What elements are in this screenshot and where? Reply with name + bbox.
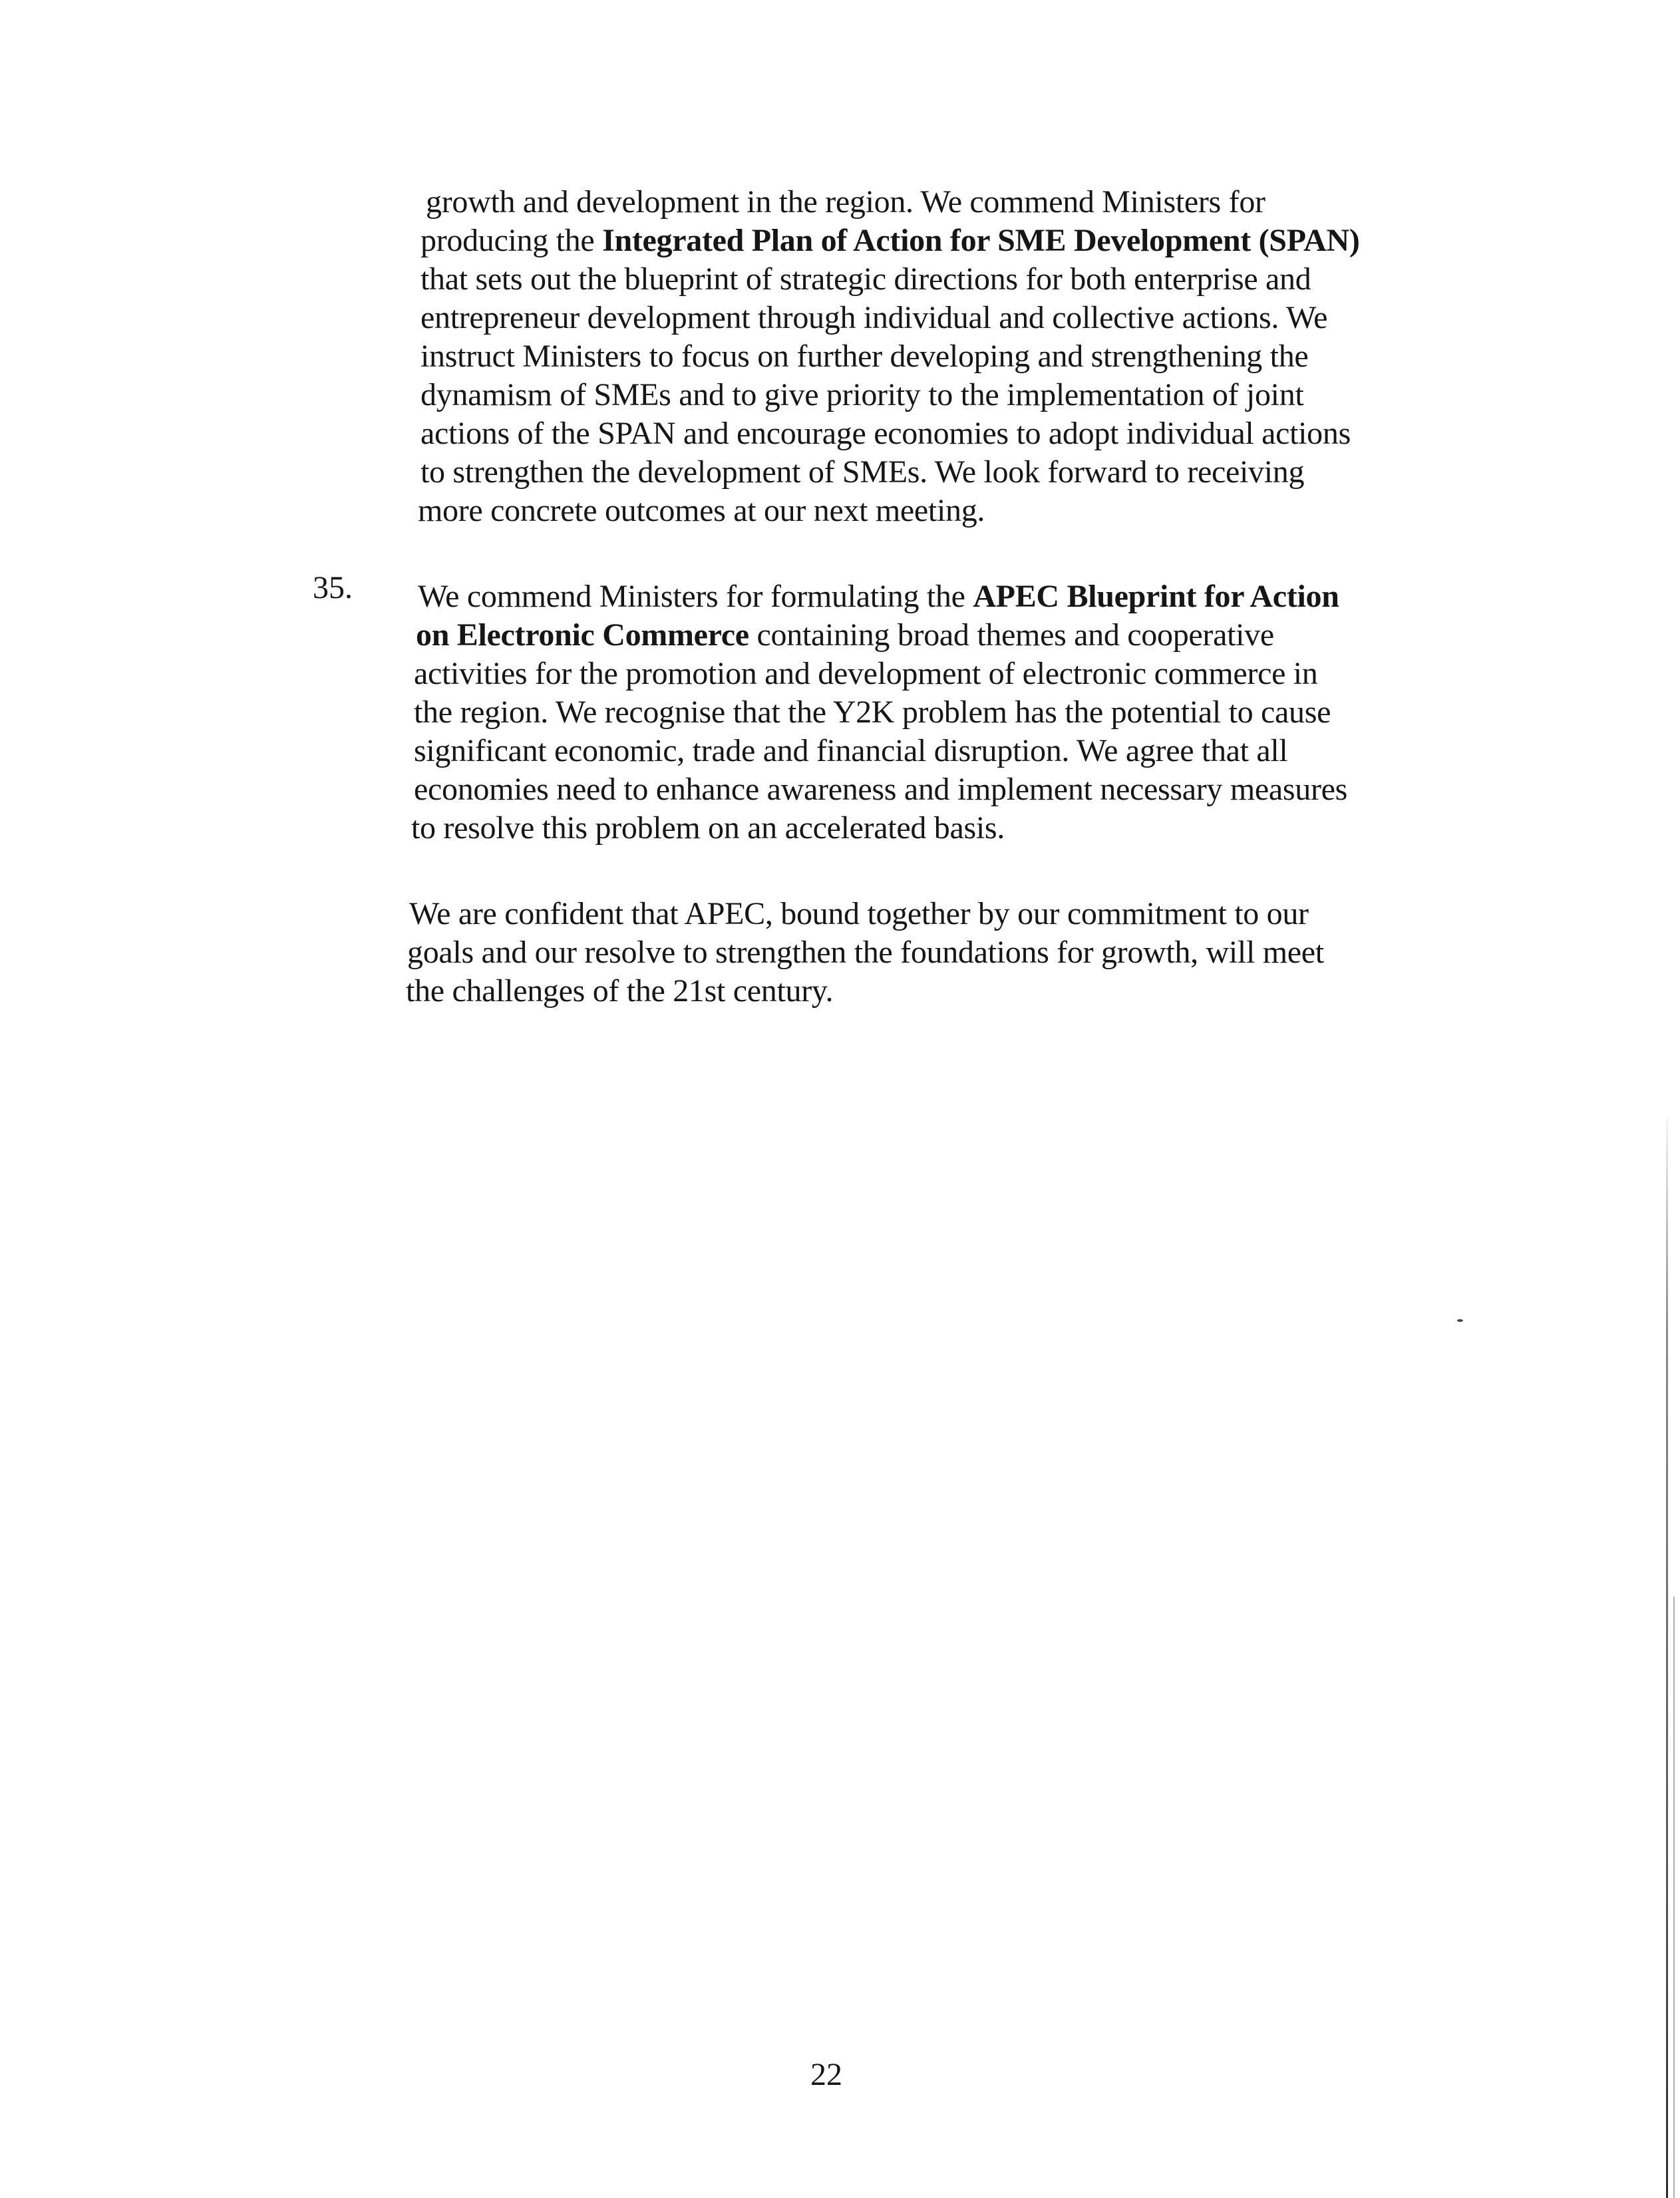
scan-edge-artifact: [1666, 1118, 1668, 2198]
text-line: [416, 616, 1274, 655]
text-segment: to strengthen the development of SMEs. We look forward to receiving: [420, 454, 1305, 490]
text-segment: actions of the SPAN and encourage economies to adopt individual actions: [420, 416, 1351, 451]
text-line: [420, 222, 1360, 260]
text-segment: more concrete outcomes at our next meeting.: [418, 493, 985, 528]
text-segment: economies need to enhance awareness and implement necessary measures: [414, 772, 1348, 807]
text-segment: goals and our resolve to strengthen the foundations for growth, will meet: [407, 935, 1324, 970]
text-segment: instruct Ministers to focus on further developing and strengthening the: [420, 339, 1309, 374]
text-line: [414, 655, 1318, 693]
text-line: [420, 453, 1304, 492]
text-segment: We are confident that APEC, bound together by our commitment to our: [409, 896, 1309, 931]
scan-speck: [1457, 1319, 1463, 1322]
text-line: [414, 693, 1331, 732]
bold-text: APEC Blueprint for Action: [973, 579, 1339, 614]
text-line: [406, 972, 833, 1011]
text-segment: that sets out the blueprint of strategic directions for both enterprise and: [420, 261, 1311, 297]
paragraph-number: 35.: [313, 570, 353, 605]
text-line: [409, 895, 1309, 933]
text-line: [420, 376, 1303, 414]
text-segment: growth and development in the region. We commend Ministers for: [426, 184, 1265, 220]
text-line: [418, 492, 985, 530]
text-line: [411, 809, 1005, 848]
text-line: [414, 732, 1287, 770]
text-segment: dynamism of SMEs and to give priority to the implementation of joint: [420, 377, 1304, 412]
text-segment: entrepreneur development through individual and collective actions. We: [420, 300, 1328, 335]
text-line: [420, 337, 1308, 376]
text-segment: significant economic, trade and financial disruption. We agree that all: [414, 733, 1288, 768]
text-segment: the region. We recognise that the Y2K problem has the potential to cause: [414, 695, 1331, 730]
text-line: [426, 183, 1265, 222]
text-segment: We commend Ministers for formulating the: [418, 579, 973, 614]
bold-text: Integrated Plan of Action for SME Development (SPAN): [602, 223, 1360, 258]
text-segment: the challenges of the 21st century.: [406, 973, 834, 1009]
bold-text: on Electronic Commerce: [416, 617, 749, 653]
text-line: [418, 577, 1339, 616]
page-number: 22: [810, 2057, 842, 2092]
text-line: [420, 299, 1327, 337]
text-segment: containing broad themes and cooperative: [749, 617, 1274, 653]
text-segment: activities for the promotion and development of electronic commerce in: [414, 656, 1318, 691]
text-line: [407, 933, 1324, 972]
text-line: [420, 260, 1311, 299]
text-segment: producing the: [420, 223, 603, 258]
text-line: [414, 770, 1347, 809]
text-segment: to resolve this problem on an accelerated basis.: [411, 810, 1005, 846]
scan-edge-artifact: [1673, 1597, 1675, 2198]
text-line: [420, 414, 1351, 453]
